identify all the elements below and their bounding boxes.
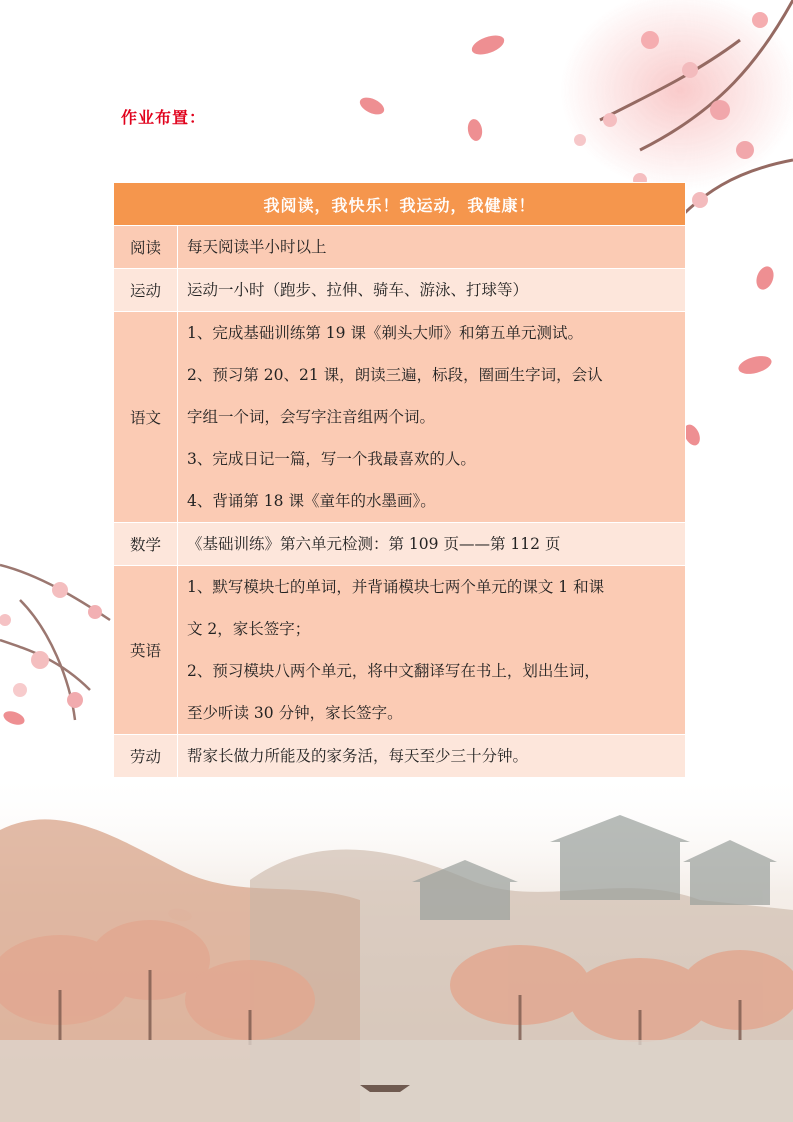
homework-heading: 作业布置：: [121, 108, 207, 127]
table-row-english: [114, 566, 686, 735]
task-line: 4、背诵第 18 课《童年的水墨画》。: [187, 492, 436, 510]
table-header: 我阅读，我快乐！我运动，我健康！: [114, 183, 686, 226]
task-line: 每天阅读半小时以上: [187, 238, 327, 256]
subject-exercise: 运动: [114, 269, 178, 312]
content-math: [178, 523, 686, 566]
task-line: 2、预习第 20、21 课，朗读三遍，标段，圈画生字词，会认: [187, 366, 603, 384]
landscape: [0, 770, 793, 1122]
subject-labor: 劳动: [114, 735, 178, 778]
blossom-branch-left: [0, 565, 110, 720]
content-chinese: [178, 312, 686, 523]
subject-math: 数学: [114, 523, 178, 566]
task-line: 1、完成基础训练第 19 课《剃头大师》和第五单元测试。: [187, 324, 583, 342]
table-row-labor: [114, 735, 686, 778]
table-row-exercise: [114, 269, 686, 312]
task-line: 2、预习模块八两个单元，将中文翻译写在书上，划出生词，: [187, 662, 600, 680]
content-labor: [178, 735, 686, 778]
subject-english: 英语: [114, 566, 178, 735]
table-header-row: [114, 183, 686, 226]
task-line: 字组一个词，会写字注音组两个词。: [187, 408, 436, 426]
content-reading: [178, 226, 686, 269]
content-exercise: [178, 269, 686, 312]
content-english: [178, 566, 686, 735]
task-line: 文 2，家长签字；: [187, 620, 311, 638]
subject-chinese: 语文: [114, 312, 178, 523]
task-line: 《基础训练》第六单元检测：第 109 页——第 112 页: [187, 535, 561, 553]
task-line: 3、完成日记一篇，写一个我最喜欢的人。: [187, 450, 476, 468]
table-row-reading: [114, 226, 686, 269]
table-row-chinese: [114, 312, 686, 523]
table-row-math: [114, 523, 686, 566]
homework-table: [113, 182, 686, 778]
task-line: 运动一小时（跑步、拉伸、骑车、游泳、打球等）: [187, 281, 529, 299]
task-line: 1、默写模块七的单词，并背诵模块七两个单元的课文 1 和课: [187, 578, 605, 596]
task-line: 帮家长做力所能及的家务活，每天至少三十分钟。: [187, 747, 529, 765]
task-line: 至少听读 30 分钟，家长签字。: [187, 704, 403, 722]
subject-reading: 阅读: [114, 226, 178, 269]
